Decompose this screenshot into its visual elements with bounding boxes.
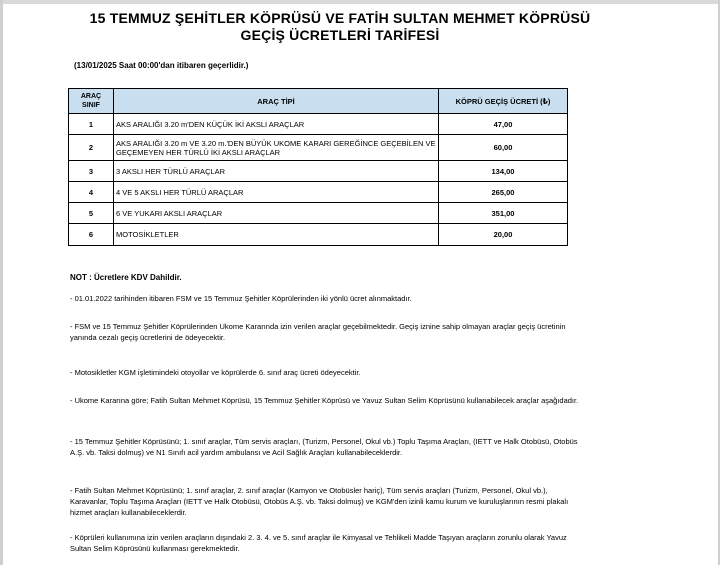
- table-row: [69, 135, 568, 161]
- table-row: [69, 114, 568, 135]
- note-paragraph: - Ukome Kararına göre; Fatih Sultan Mehmet Köprüsü, 15 Temmuz Şehitler Köprüsü ve Yavuz Sultan Selim Köprüsünü kullanabilecek araçlar aşağıdadır.: [70, 396, 579, 405]
- note-paragraph: - Fatih Sultan Mehmet Köprüsünü; 1. sınıf araçlar, 2. sınıf araçlar (Kamyon ve Otobüsler hariç), Tüm servis araçları (Turizm, Personel, Okul vb.), Karavanlar, Toplu Taşıma Araçları (IETT ve Halk Otobüsü, Otobüs A.Ş. vb. Taksi dolmuş) ve KGM'den izinli kamu kurum ve kuruluşlarının resmi plakalı hizmet araçları kullanabileceklerdir.: [70, 486, 569, 517]
- document-title-line-1: 15 TEMMUZ ŞEHİTLER KÖPRÜSÜ VE FATİH SULTAN MEHMET KÖPRÜSÜ: [89, 10, 591, 26]
- row-fee: 265,00: [439, 182, 568, 203]
- note-paragraph: - Köprüleri kullanımına izin verilen araçların dışındaki 2. 3. 4. ve 5. sınıf araçlar ile Kimyasal ve Tehlikeli Madde Taşıyan araçların zorunlu olarak Yavuz Sultan Selim Köprüsünü kullanması gerekmektedir.: [70, 533, 567, 553]
- row-vehicle-type: AKS ARALIĞI 3.20 m'DEN KÜÇÜK İKİ AKSLI ARAÇLAR: [114, 114, 439, 135]
- row-fee: 351,00: [439, 203, 568, 224]
- row-fee: 20,00: [439, 224, 568, 246]
- row-fee: 60,00: [439, 135, 568, 161]
- row-class: 1: [69, 114, 114, 135]
- row-vehicle-type: 4 VE 5 AKSLI HER TÜRLÜ ARAÇLAR: [114, 182, 439, 203]
- tariff-table: [68, 88, 568, 246]
- table-row: [69, 203, 568, 224]
- table-row: [69, 224, 568, 246]
- document-title-line-2: GEÇİŞ ÜCRETLERİ TARİFESİ: [240, 27, 440, 43]
- table-header-row: [69, 89, 568, 114]
- note-paragraph: - Motosikletler KGM işletimindeki otoyollar ve köprülerde 6. sınıf araç ücreti ödeyecektir.: [70, 368, 361, 377]
- note-paragraph: - FSM ve 15 Temmuz Şehitler Köprülerinden Ukome Kararında izin verilen araçlar geçebilmektedir. Geçiş iznine sahip olmayan araçlar geçiş ücretinin yanında cezalı geçiş ücretlerini de ödeyecektir.: [70, 322, 566, 342]
- row-vehicle-type: AKS ARALIĞI 3.20 m VE 3.20 m.'DEN BÜYÜK UKOME KARARI GEREĞİNCE GEÇEBİLEN VE GEÇEMEYEN HER TÜRLÜ İKİ AKSLI ARAÇLAR: [114, 135, 439, 161]
- table-row: [69, 182, 568, 203]
- effective-date: (13/01/2025 Saat 00:00'dan itibaren geçerlidir.): [74, 61, 249, 70]
- table-row: [69, 161, 568, 182]
- row-class: 6: [69, 224, 114, 246]
- header-vehicle-class: ARAÇ SINIF: [69, 89, 114, 114]
- window-left-border: [0, 0, 3, 565]
- row-class: 2: [69, 135, 114, 161]
- row-vehicle-type: MOTOSİKLETLER: [114, 224, 439, 246]
- window-top-border: [0, 0, 720, 4]
- row-vehicle-type: 3 AKSLI HER TÜRLÜ ARAÇLAR: [114, 161, 439, 182]
- row-vehicle-type: 6 VE YUKARI AKSLI ARAÇLAR: [114, 203, 439, 224]
- row-class: 5: [69, 203, 114, 224]
- note-paragraph: - 15 Temmuz Şehitler Köprüsünü; 1. sınıf araçlar, Tüm servis araçları, (Turizm, Personel, Okul vb.) Toplu Taşıma Araçları, (IETT ve Halk Otobüsü, Otobüs A.Ş. vb. Taksi dolmuş) ve N1 Sınıfı acil yardım ambulansı ve Acil Sağlık Araçları kullanabileceklerdir.: [70, 437, 578, 457]
- row-class: 4: [69, 182, 114, 203]
- header-vehicle-type: ARAÇ TİPİ: [114, 89, 439, 114]
- header-bridge-fee: KÖPRÜ GEÇİŞ ÜCRETİ (₺): [439, 89, 568, 114]
- note-paragraph: - 01.01.2022 tarihinden itibaren FSM ve 15 Temmuz Şehitler Köprülerinden iki yönlü ücret alınmaktadır.: [70, 294, 412, 303]
- row-fee: 134,00: [439, 161, 568, 182]
- row-class: 3: [69, 161, 114, 182]
- row-fee: 47,00: [439, 114, 568, 135]
- vat-note-heading: NOT : Ücretlere KDV Dahildir.: [70, 273, 182, 282]
